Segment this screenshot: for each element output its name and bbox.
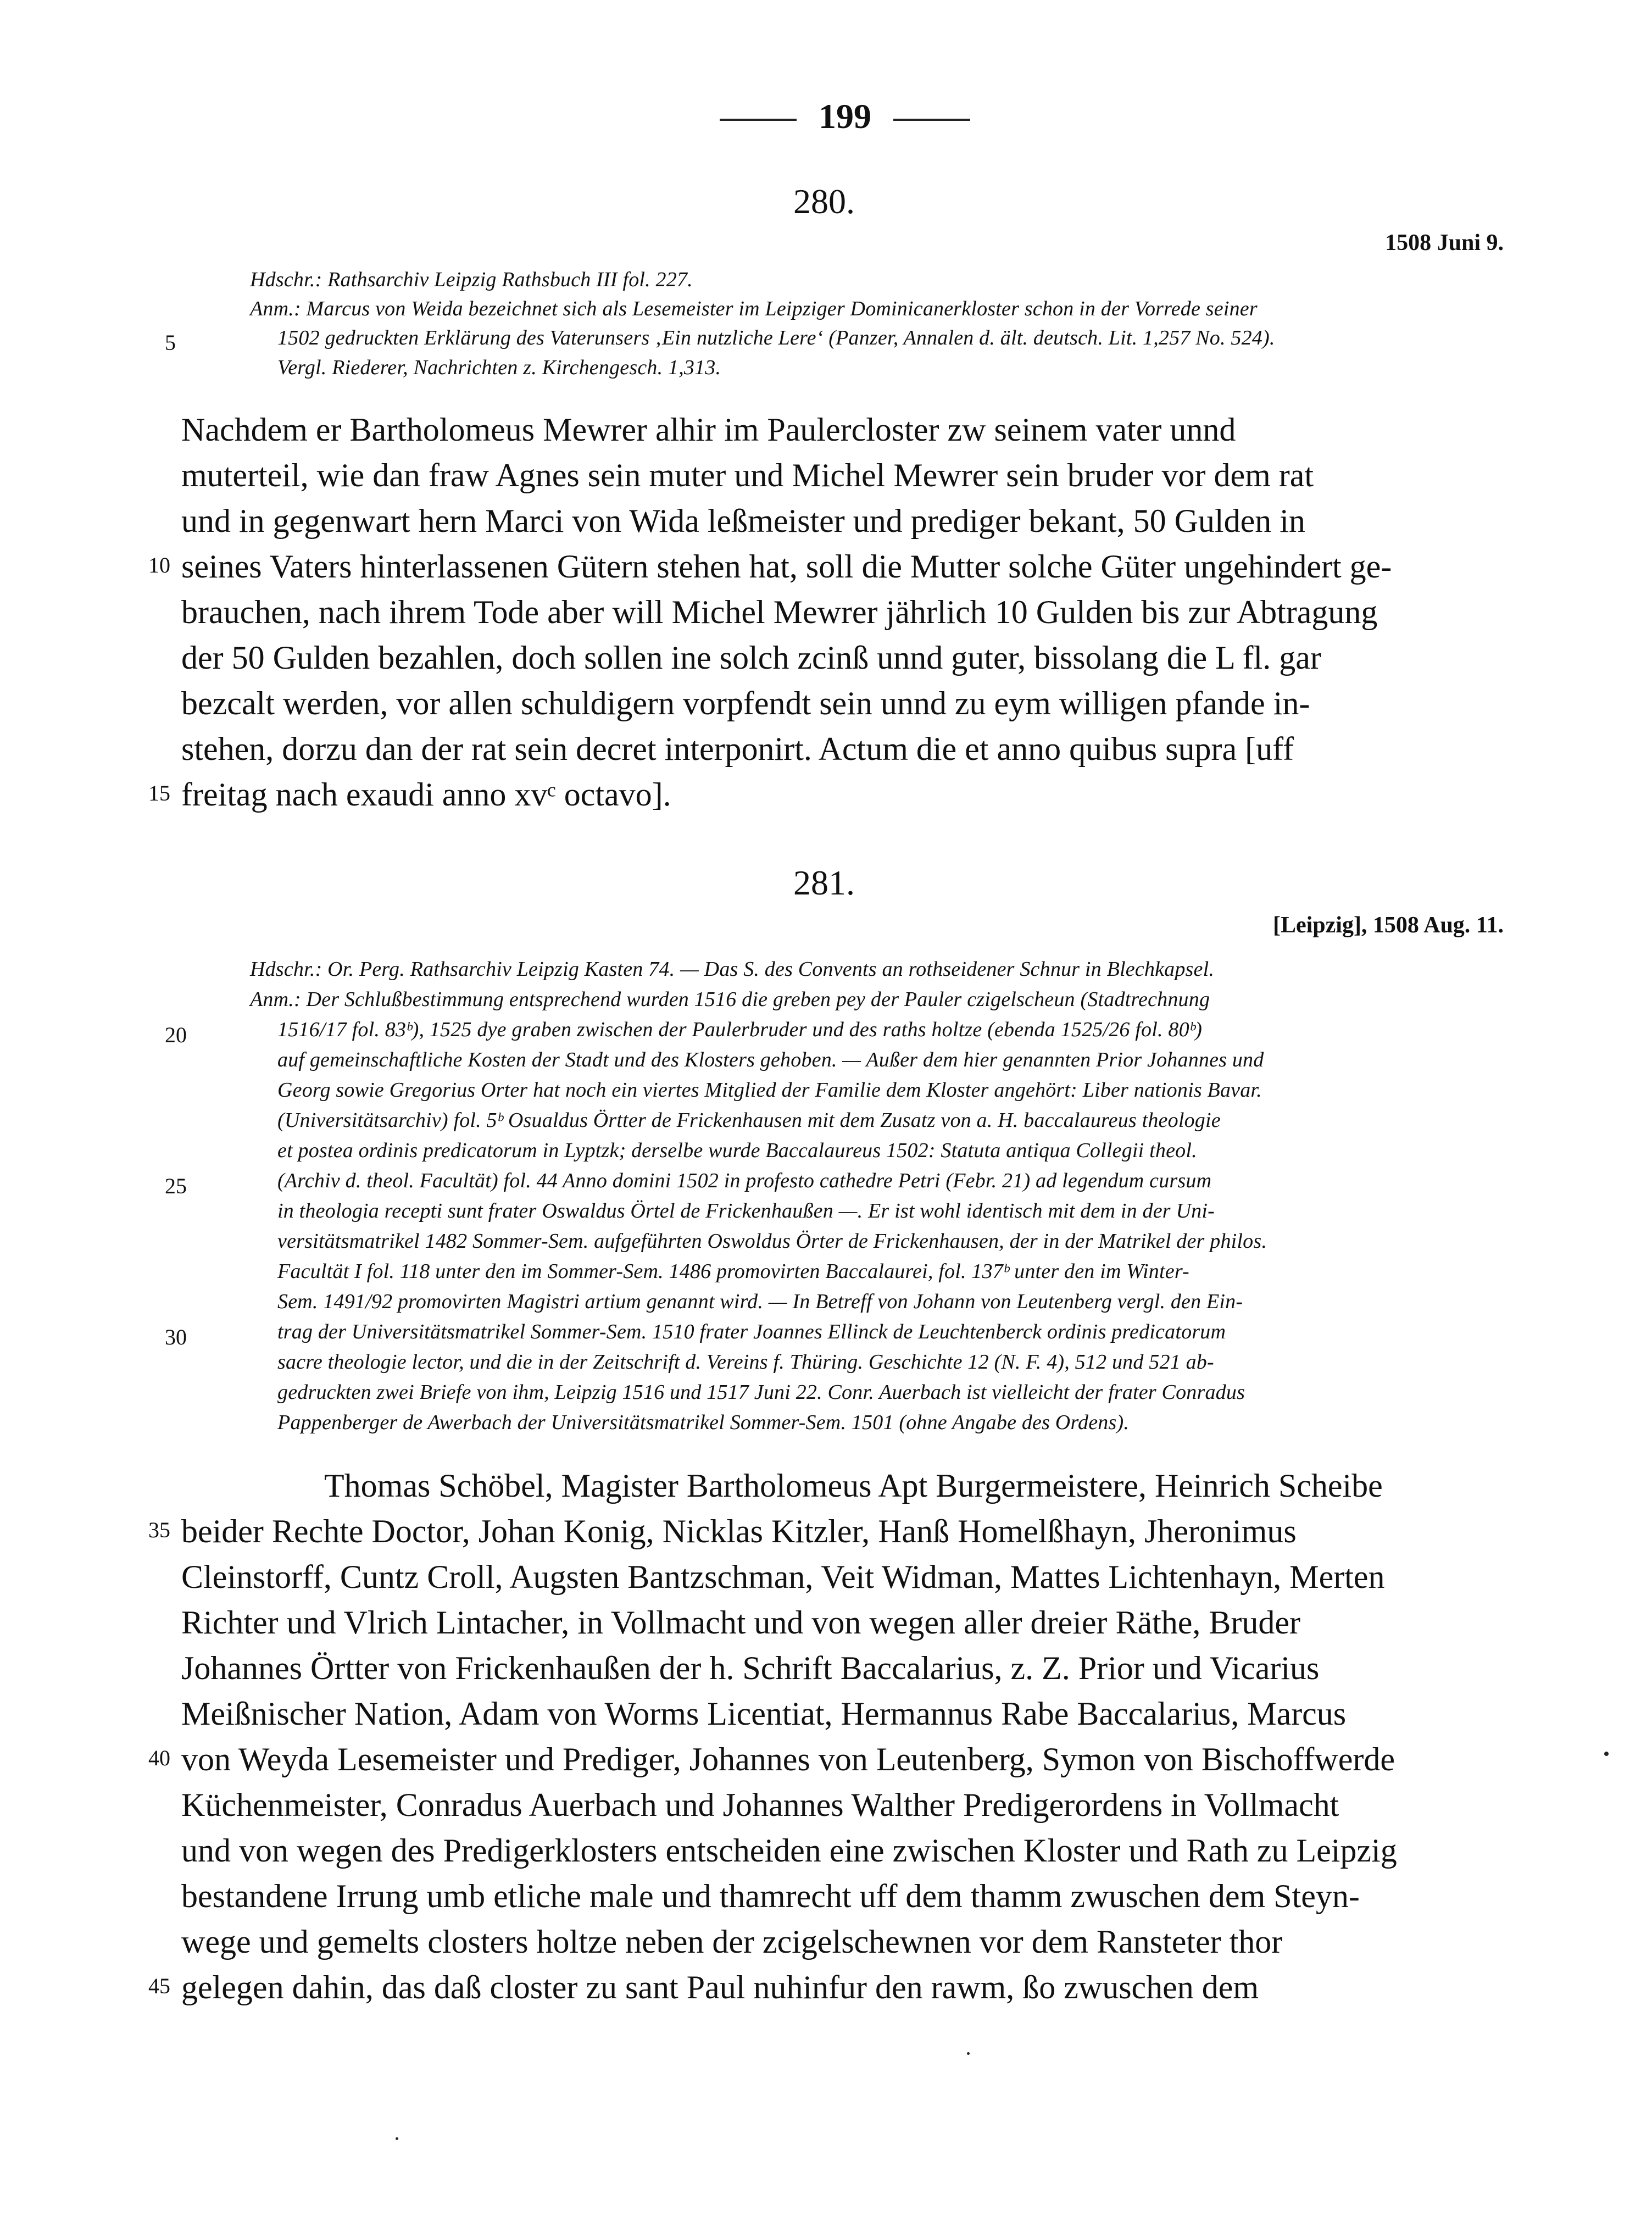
doc-281-note-line: Pappenberger de Awerbach der Universitätsmatrikel Sommer-Sem. 1501 (ohne Angabe des Ordens). bbox=[277, 1411, 1130, 1434]
scan-speck bbox=[1604, 1752, 1609, 1756]
doc-281-note-line: 1516/17 fol. 83ᵇ), 1525 dye graben zwischen der Paulerbruder und des raths holtze (ebenda 1525/26 fol. 80ᵇ) bbox=[277, 1018, 1203, 1041]
doc-280-note-line: Hdschr.: Rathsarchiv Leipzig Rathsbuch III fol. 227. bbox=[250, 268, 693, 291]
doc-280-text-line: freitag nach exaudi anno xvᶜ octavo]. bbox=[181, 776, 671, 813]
doc-281-text-line: Richter und Vlrich Lintacher, in Vollmacht und von wegen aller dreier Räthe, Bruder bbox=[181, 1604, 1301, 1641]
doc-281-note-line: sacre theologie lector, und die in der Zeitschrift d. Vereins f. Thüring. Geschichte 12 (N. F. 4), 512 und 521 ab- bbox=[277, 1351, 1214, 1374]
doc-281-date: [Leipzig], 1508 Aug. 11. bbox=[1272, 913, 1504, 938]
doc-280-text-line: und in gegenwart hern Marci von Wida leßmeister und prediger bekant, 50 Gulden in bbox=[181, 503, 1305, 539]
margin-line-number: 35 bbox=[148, 1518, 170, 1542]
doc-281-number: 281. bbox=[793, 863, 855, 902]
doc-280-text-line: bezcalt werden, vor allen schuldigern vorpfendt sein unnd zu eym willigen pfande in- bbox=[181, 685, 1310, 721]
doc-281-text-line: Meißnischer Nation, Adam von Worms Licentiat, Hermannus Rabe Baccalarius, Marcus bbox=[181, 1696, 1347, 1732]
doc-280-text-line: der 50 Gulden bezahlen, doch sollen ine solch zcinß unnd guter, bissolang die L fl. gar bbox=[181, 640, 1321, 676]
doc-281-note-line: (Archiv d. theol. Facultät) fol. 44 Anno domini 1502 in profesto cathedre Petri (Febr. 21) ad legendum cursum bbox=[277, 1169, 1212, 1192]
margin-line-number: 10 bbox=[148, 553, 170, 577]
margin-line-number: 5 bbox=[165, 330, 176, 355]
doc-281-note-line: Georg sowie Gregorius Orter hat noch ein viertes Mitglied der Familie dem Kloster angehört: Liber nationis Bavar. bbox=[277, 1079, 1262, 1102]
doc-281-text-line: gelegen dahin, das daß closter zu sant Paul nuhinfur den rawm, ßo zwuschen dem bbox=[181, 1969, 1259, 2005]
doc-281-text-line: bestandene Irrung umb etliche male und thamrecht uff dem thamm zwuschen dem Steyn- bbox=[181, 1878, 1360, 1914]
doc-280-text-line: brauchen, nach ihrem Tode aber will Michel Mewrer jährlich 10 Gulden bis zur Abtragung bbox=[181, 594, 1378, 630]
scan-speck bbox=[967, 2052, 970, 2055]
scan-speck bbox=[396, 2137, 398, 2140]
margin-line-number: 15 bbox=[148, 781, 170, 805]
doc-281-note-line: Sem. 1491/92 promovirten Magistri artium genannt wird. — In Betreff von Johann von Leutenberg vergl. den Ein- bbox=[277, 1290, 1243, 1313]
doc-281-text-line: und von wegen des Predigerklosters entscheiden eine zwischen Kloster und Rath zu Leipzig bbox=[181, 1832, 1397, 1869]
page-number: 199 bbox=[819, 97, 871, 136]
doc-280-note-line: 1502 gedruckten Erklärung des Vaterunsers ‚Ein nutzliche Lere‘ (Panzer, Annalen d. ält. deutsch. Lit. 1,257 No. 524). bbox=[277, 326, 1275, 349]
margin-line-number: 40 bbox=[148, 1746, 170, 1770]
header-rule-right bbox=[893, 119, 970, 121]
doc-281-note-line: (Universitätsarchiv) fol. 5ᵇ Osualdus Örtter de Frickenhausen mit dem Zusatz von a. H. baccalaureus theologie bbox=[277, 1109, 1221, 1132]
doc-281-note-line: Anm.: Der Schlußbestimmung entsprechend wurden 1516 die greben pey der Pauler czigelscheun (Stadtrechnung bbox=[250, 988, 1210, 1011]
doc-281-note-line: in theologia recepti sunt frater Oswaldus Örtel de Frickenhaußen —. Er ist wohl identisch mit dem in der Uni- bbox=[277, 1199, 1215, 1222]
header-rule-left bbox=[720, 119, 797, 121]
doc-281-note-line: Facultät I fol. 118 unter den im Sommer-Sem. 1486 promovirten Baccalaurei, fol. 137ᵇ unter den im Winter- bbox=[277, 1260, 1189, 1283]
page-number-header bbox=[698, 96, 956, 137]
doc-280-text-line: stehen, dorzu dan der rat sein decret interponirt. Actum die et anno quibus supra [uff bbox=[181, 731, 1294, 767]
doc-280-note-line: Anm.: Marcus von Weida bezeichnet sich als Lesemeister im Leipziger Dominicanerkloster schon in der Vorrede seiner bbox=[250, 297, 1258, 320]
doc-281-text-line: Küchenmeister, Conradus Auerbach und Johannes Walther Predigerordens in Vollmacht bbox=[181, 1787, 1339, 1823]
doc-281-text-line: Cleinstorff, Cuntz Croll, Augsten Bantzschman, Veit Widman, Mattes Lichtenhayn, Merten bbox=[181, 1559, 1385, 1595]
doc-281-text-line: beider Rechte Doctor, Johan Konig, Nicklas Kitzler, Hanß Homelßhayn, Jheronimus bbox=[181, 1513, 1297, 1549]
doc-281-note-line: versitätsmatrikel 1482 Sommer-Sem. aufgeführten Oswoldus Örter de Frickenhausen, der in der Matrikel der philos. bbox=[277, 1230, 1267, 1253]
doc-280-note-line: Vergl. Riederer, Nachrichten z. Kirchengesch. 1,313. bbox=[277, 356, 721, 379]
doc-280-text-line: muterteil, wie dan fraw Agnes sein muter und Michel Mewrer sein bruder vor dem rat bbox=[181, 457, 1314, 493]
doc-280-text-line: seines Vaters hinterlassenen Gütern stehen hat, soll die Mutter solche Güter ungehindert ge- bbox=[181, 548, 1392, 585]
doc-281-note-line: gedruckten zwei Briefe von ihm, Leipzig 1516 und 1517 Juni 22. Conr. Auerbach ist vielleicht der frater Conradus bbox=[277, 1381, 1245, 1404]
doc-281-text-line: Thomas Schöbel, Magister Bartholomeus Apt Burgermeistere, Heinrich Scheibe bbox=[324, 1468, 1383, 1504]
doc-281-text-line: wege und gemelts closters holtze neben der zcigelschewnen vor dem Ransteter thor bbox=[181, 1924, 1283, 1960]
margin-line-number: 20 bbox=[165, 1022, 187, 1047]
margin-line-number: 30 bbox=[165, 1325, 187, 1349]
margin-line-number: 25 bbox=[165, 1174, 187, 1198]
doc-281-text-line: Johannes Örtter von Frickenhaußen der h. Schrift Baccalarius, z. Z. Prior und Vicarius bbox=[181, 1650, 1320, 1686]
doc-281-note-line: trag der Universitätsmatrikel Sommer-Sem. 1510 frater Joannes Ellinck de Leuchtenberck ordinis predicatorum bbox=[277, 1320, 1226, 1343]
doc-281-text-line: von Weyda Lesemeister und Prediger, Johannes von Leutenberg, Symon von Bischoffwerde bbox=[181, 1741, 1395, 1777]
margin-line-number: 45 bbox=[148, 1974, 170, 1998]
doc-280-text-line: Nachdem er Bartholomeus Mewrer alhir im Paulercloster zw seinem vater unnd bbox=[181, 412, 1236, 448]
doc-280-date: 1508 Juni 9. bbox=[1385, 230, 1504, 255]
doc-281-note-line: et postea ordinis predicatorum in Lyptzk; derselbe wurde Baccalaureus 1502: Statuta antiqua Collegii theol. bbox=[277, 1139, 1197, 1162]
doc-280-number: 280. bbox=[793, 182, 855, 221]
doc-281-note-line: auf gemeinschaftliche Kosten der Stadt und des Klosters gehoben. — Außer dem hier genannten Prior Johannes und bbox=[277, 1048, 1264, 1071]
doc-281-note-line: Hdschr.: Or. Perg. Rathsarchiv Leipzig Kasten 74. — Das S. des Convents an rothseidener Schnur in Blechkapsel. bbox=[250, 958, 1215, 981]
